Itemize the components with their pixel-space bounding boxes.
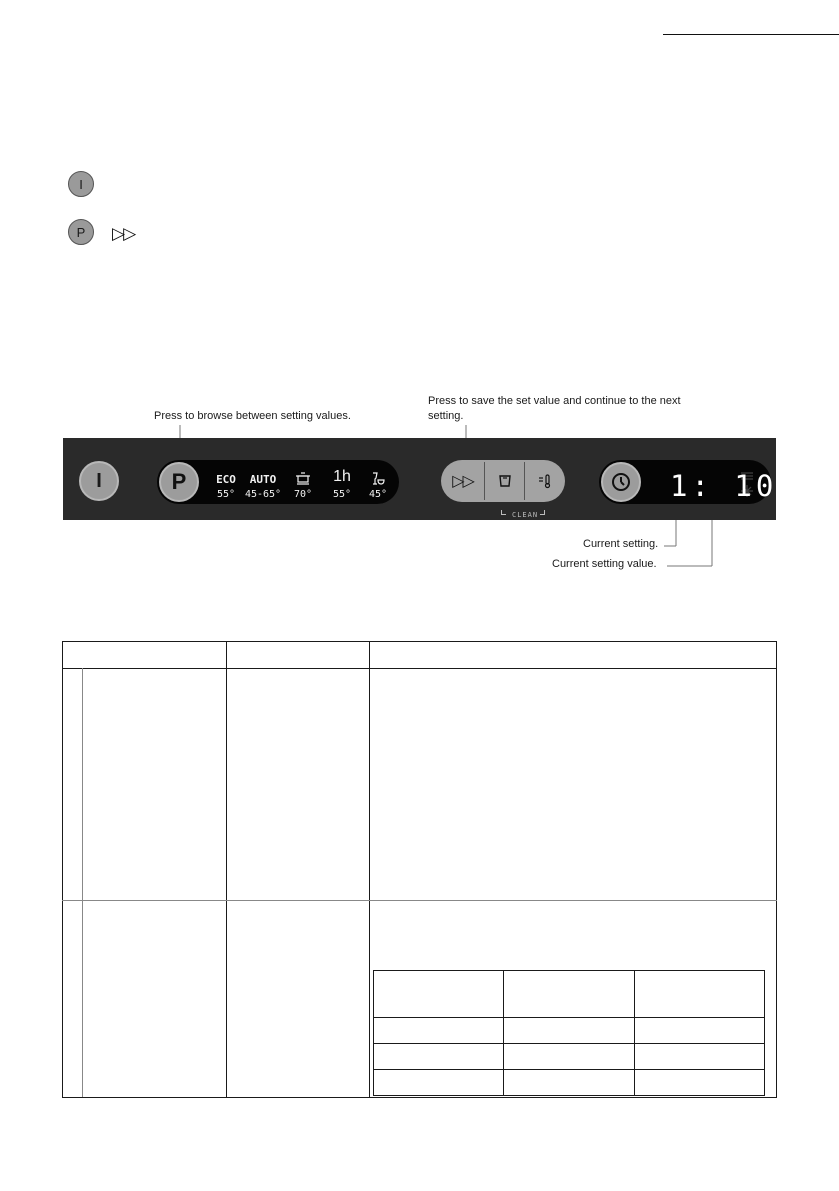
temperature-option-button[interactable] — [525, 462, 564, 500]
display-setting: 1: — [670, 469, 713, 503]
program-glass[interactable] — [363, 472, 393, 502]
program-button-label: P — [171, 469, 187, 494]
clock-icon — [610, 471, 632, 493]
tray-icon — [498, 474, 512, 488]
browse-annotation: Press to browse between setting values. — [154, 410, 351, 422]
program-auto-temp: 45-65° — [244, 489, 282, 500]
display-value: 10 — [734, 469, 778, 503]
on-off-button-label: I — [96, 469, 102, 492]
program-pot[interactable] — [288, 472, 318, 502]
save-annotation: Press to save the set value and continue to the next setting. — [428, 395, 681, 422]
program-eco-name: ECO — [216, 473, 236, 486]
program-auto-name: AUTO — [249, 473, 277, 486]
on-off-button[interactable] — [79, 461, 119, 501]
on-off-symbol: I — [79, 176, 83, 192]
current-setting-annotation: Current setting. — [583, 538, 659, 550]
program-eco[interactable] — [211, 472, 241, 502]
program-auto[interactable] — [243, 472, 283, 502]
glass-icon — [363, 472, 393, 487]
program-glass-temp: 45° — [368, 489, 388, 500]
pot-icon — [288, 472, 318, 487]
program-pot-temp: 70° — [293, 489, 313, 500]
fast-forward-icon: ▷▷ — [112, 224, 135, 243]
clean-label: CLEAN — [512, 511, 539, 519]
program-1h-name: 1h — [333, 468, 351, 485]
display-readout — [670, 470, 777, 502]
next-setting-button[interactable]: ▷▷ — [443, 462, 482, 500]
program-button[interactable] — [159, 462, 199, 502]
delay-start-button[interactable] — [601, 462, 641, 502]
program-eco-temp: 55° — [216, 489, 236, 500]
extra-option-button[interactable] — [484, 462, 525, 500]
program-symbol: P — [76, 224, 86, 240]
thermometer-icon — [537, 473, 553, 489]
current-setting-value-annotation: Current setting value. — [552, 558, 657, 570]
program-1h-temp: 55° — [332, 489, 352, 500]
program-1h[interactable] — [327, 469, 357, 502]
